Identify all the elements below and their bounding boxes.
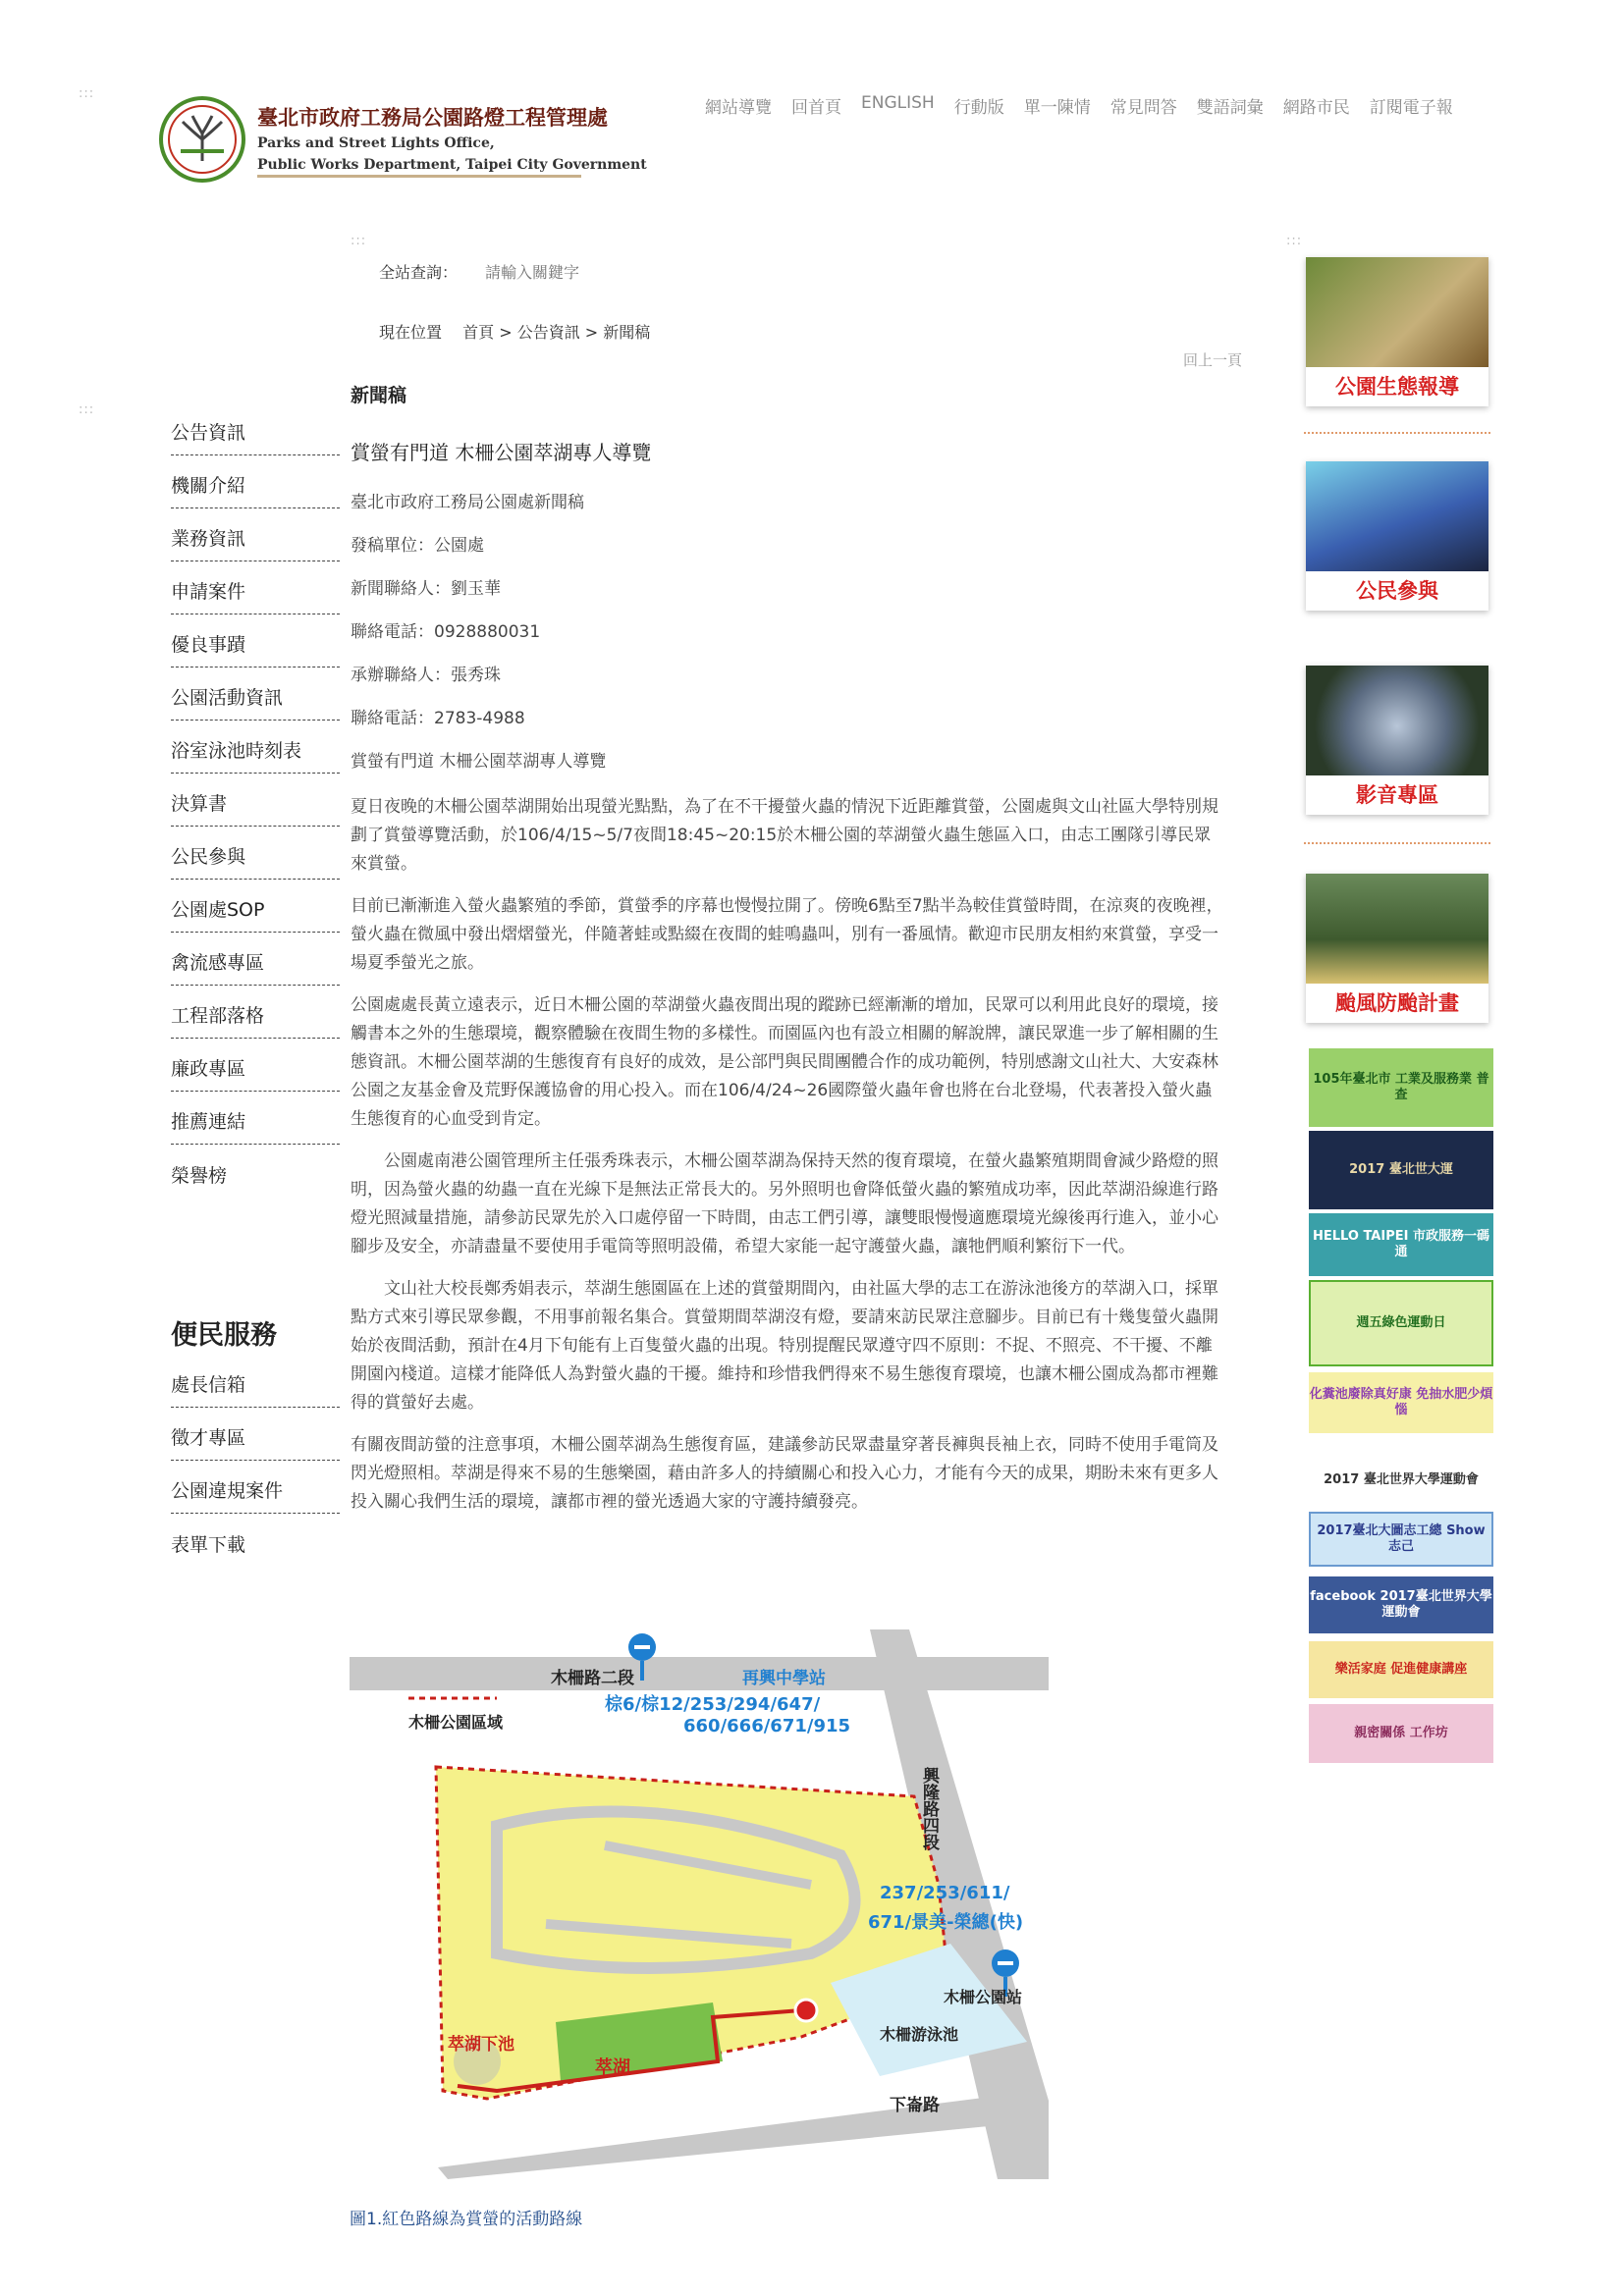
side-card-label: 影音專區 <box>1356 783 1438 807</box>
map-road-right-label: 興隆路四段 <box>919 1767 939 1850</box>
left-nav <box>171 402 340 1198</box>
article-paragraph: 有關夜間訪螢的注意事項，木柵公園萃湖為生態復育區，建議參訪民眾盡量穿著長褲與長袖上衣，同時不使用手電筒及閃光燈照相。萃湖是得來不易的生態樂園，藉由許多人的持續關心和投入心力，才能有今天的成果，期盼未來有更多人投入關心我們生活的環境，讓都市裡的螢光透過大家的守護持續發亮。 <box>351 1435 1218 1512</box>
service-item-violations[interactable]: 公園違規案件 <box>171 1461 340 1514</box>
side-card-label: 颱風防颱計畫 <box>1335 991 1459 1015</box>
tree-work-photo-icon <box>1306 874 1488 984</box>
nav-item-park-events[interactable]: 公園活動資訊 <box>171 667 340 721</box>
article-paragraph: 公園處南港公園管理所主任張秀珠表示，木柵公園萃湖為保持天然的復育環境，在螢火蟲繁殖期間會減少路燈的照明，因為螢火蟲的幼蟲一直在光線下是無法正常長大的。另外照明也會降低螢火蟲的繁殖成功率，因此萃湖沿線進行路燈光照減量措施，請參訪民眾先於入口處停留一下時間，由志工們引導，讓雙眼慢慢適應環境光線後再行進入，並小心腳步及安全，亦請盡量不要使用手電筒等照明設備，希望大家能一起守護螢火蟲，讓牠們順利繁衍下一代。 <box>351 1151 1218 1256</box>
banner-family[interactable]: 樂活家庭 促進健康講座 <box>1309 1641 1493 1698</box>
section-title: 新聞稿 <box>351 385 407 406</box>
article-paragraph: 夏日夜晚的木柵公園萃湖開始出現螢光點點，為了在不干擾螢火蟲的情況下近距離賞螢，公園處與文山社區大學特別規劃了賞螢導覽活動，於106/4/15~5/7夜間18:45~20:15於木柵公園的萃湖螢火蟲生態區入口，由志工團隊引導民眾來賞螢。 <box>351 797 1218 874</box>
service-item-director-mail[interactable]: 處長信箱 <box>171 1355 340 1408</box>
nav-item-integrity[interactable]: 廉政專區 <box>171 1039 340 1092</box>
topnav-mobile[interactable]: 行動版 <box>953 98 1004 118</box>
nav-item-business[interactable]: 業務資訊 <box>171 508 340 561</box>
logo-underline <box>257 175 581 178</box>
route-map <box>350 1629 1049 2179</box>
meta-source: 臺北市政府工務局公園處新聞稿 <box>351 493 584 512</box>
decor-dots: ::: <box>79 402 95 417</box>
side-card-label: 公園生態報導 <box>1335 375 1459 399</box>
nav-item-final-accounts[interactable]: 決算書 <box>171 774 340 827</box>
map-bus-top-label-2: 660/666/671/915 <box>683 1716 851 1736</box>
meta-contact: 新聞聯絡人：劉玉華 <box>351 579 501 599</box>
side-card-media[interactable] <box>1306 666 1488 815</box>
topnav-sitemap[interactable]: 網站導覽 <box>705 98 772 118</box>
article-title: 賞螢有門道 木柵公園萃湖專人導覽 <box>351 441 652 464</box>
map-road-bottom-label: 下崙路 <box>890 2096 940 2115</box>
map-caption: 圖1.紅色路線為賞螢的活動路線 <box>350 2210 583 2229</box>
nav-item-sop[interactable]: 公園處SOP <box>171 880 340 933</box>
nav-item-pool-schedule[interactable]: 浴室泳池時刻表 <box>171 721 340 774</box>
back-link[interactable]: 回上一頁 <box>1183 351 1243 369</box>
meta-phone: 聯絡電話：0928880031 <box>351 622 541 642</box>
banner-facebook[interactable]: facebook 2017臺北世界大學運動會 <box>1309 1576 1493 1633</box>
side-divider <box>1304 842 1490 844</box>
topnav-home[interactable]: 回首頁 <box>791 98 841 118</box>
search-input[interactable] <box>483 258 693 286</box>
side-card-label: 公民參與 <box>1356 579 1438 603</box>
meta-unit: 發稿單位：公園處 <box>351 536 484 556</box>
meta-handler: 承辦聯絡人：張秀珠 <box>351 666 501 685</box>
map-bus-top-label: 棕6/棕12/253/294/647/ <box>605 1694 821 1715</box>
service-item-forms[interactable]: 表單下載 <box>171 1534 246 1556</box>
banner-volunteer[interactable]: 2017臺北大圖志工總 Show志己 <box>1309 1512 1493 1567</box>
map-start-point <box>795 2000 817 2021</box>
topnav-subscribe[interactable]: 訂閱電子報 <box>1369 98 1453 118</box>
topnav-citizen[interactable]: 網路市民 <box>1282 98 1350 118</box>
banner-relationship[interactable]: 親密關係 工作坊 <box>1309 1704 1493 1763</box>
side-card-typhoon[interactable] <box>1306 874 1488 1023</box>
banner-universiade-logo[interactable]: 2017 臺北世界大學運動會 <box>1309 1457 1493 1504</box>
map-station-right-label: 木柵公園站 <box>944 1988 1023 2006</box>
banner-census[interactable]: 105年臺北市 工業及服務業 普查 <box>1309 1048 1493 1127</box>
nav-item-blog[interactable]: 工程部落格 <box>171 986 340 1039</box>
nav-item-links[interactable]: 推薦連結 <box>171 1092 340 1145</box>
side-card-ecology[interactable] <box>1306 257 1488 406</box>
topnav-petition[interactable]: 單一陳情 <box>1023 98 1091 118</box>
breadcrumb-path[interactable]: 首頁 > 公告資訊 > 新聞稿 <box>462 323 651 342</box>
meta-handler-phone: 聯絡電話：2783-4988 <box>351 709 525 728</box>
nav-item-honors[interactable]: 榮譽榜 <box>171 1165 228 1187</box>
article-paragraph: 目前已漸漸進入螢火蟲繁殖的季節，賞螢季的序幕也慢慢拉開了。傍晚6點至7點半為較佳賞螢時間，在涼爽的夜晚裡，螢火蟲在微風中發出熠熠螢光，伴隨著蛙或點綴在夜間的蛙鳴蟲叫，別有一番風情。歡迎市民朋友相約來賞螢，享受一場夏季螢光之旅。 <box>351 896 1223 973</box>
decor-dots: ::: <box>351 234 367 248</box>
map-bus-right-label: 237/253/611/ <box>880 1883 1010 1903</box>
map-area-legend: 木柵公園區域 <box>408 1713 504 1732</box>
side-card-participation[interactable] <box>1306 461 1488 611</box>
media-photo-icon <box>1306 666 1488 775</box>
main-content <box>351 381 1227 1530</box>
nav-item-announcements[interactable]: 公告資訊 <box>171 402 340 455</box>
breadcrumb-label: 現在位置 <box>379 323 443 342</box>
breadcrumb <box>379 320 650 343</box>
article-paragraph: 公園處處長黃立遠表示，近日木柵公園的萃湖螢火蟲夜間出現的蹤跡已經漸漸的增加，民眾可以利用此良好的環境，接觸書本之外的生態環境，觀察體驗在夜間生物的多樣性。而園區內也有設立相關的解說牌，讓民眾進一步了解相關的生態資訊。木柵公園萃湖的生態復育有良好的成效，是公部門與民間團體合作的成功範例，特別感謝文山社大、大安森林公園之友基金會及荒野保護協會的用心投入。而在106/4/24~26國際螢火蟲年會也將在台北登場，代表著投入螢火蟲生態復育的心血受到肯定。 <box>351 995 1218 1129</box>
service-nav <box>171 1355 340 1567</box>
decor-dots: ::: <box>1286 234 1303 248</box>
map-pool-label: 木柵游泳池 <box>880 2025 959 2044</box>
people-silhouette-icon <box>1306 461 1488 571</box>
nav-item-participation[interactable]: 公民參與 <box>171 827 340 880</box>
banner-septic[interactable]: 化糞池廢除真好康 免抽水肥少煩惱 <box>1309 1372 1493 1433</box>
map-road-top-label: 木柵路二段 <box>551 1669 634 1688</box>
banner-universiade[interactable]: 2017 臺北世大運 <box>1309 1131 1493 1209</box>
org-title: 臺北市政府工務局公園路燈工程管理處 <box>257 106 608 130</box>
side-divider <box>1304 432 1490 434</box>
service-item-recruitment[interactable]: 徵才專區 <box>171 1408 340 1461</box>
org-en-line1: Parks and Street Lights Office, <box>257 135 495 151</box>
article-paragraph: 文山社大校長鄭秀娟表示，萃湖生態園區在上述的賞螢期間內，由社區大學的志工在游泳池後方的萃湖入口，採單點方式來引導民眾參觀，不用事前報名集合。賞螢期間萃湖沒有燈，要請來訪民眾注意腳步。目前已有十幾隻螢火蟲開始於夜間活動，預計在4月下旬能有上百隻螢火蟲的出現。特別提醒民眾遵守四不原則：不捉、不照亮、不干擾、不離開園內棧道。這樣才能降低人為對螢火蟲的干擾。維持和珍惜我們得來不易生態復育環境，也讓木柵公園成為都市裡難得的賞螢好去處。 <box>351 1279 1218 1413</box>
site-logo[interactable] <box>159 96 650 187</box>
nav-item-about[interactable]: 機關介紹 <box>171 455 340 508</box>
map-station-top-label: 再興中學站 <box>742 1669 826 1688</box>
topnav-glossary[interactable]: 雙語詞彙 <box>1196 98 1264 118</box>
map-bus-right-label-2: 671/景美-榮總(快) <box>868 1912 1024 1933</box>
search-label: 全站查詢： <box>379 263 459 282</box>
tree-logo-icon <box>159 96 245 183</box>
top-nav <box>705 93 1453 118</box>
banner-hello-taipei[interactable]: HELLO TAIPEI 市政服務一碼通 <box>1309 1213 1493 1276</box>
service-heading: 便民服務 <box>171 1320 277 1351</box>
nav-item-avian-flu[interactable]: 禽流感專區 <box>171 933 340 986</box>
meta-subtitle: 賞螢有門道 木柵公園萃湖專人導覽 <box>351 752 607 772</box>
topnav-faq[interactable]: 常見問答 <box>1109 98 1177 118</box>
decor-dots: ::: <box>79 86 95 101</box>
nav-item-achievements[interactable]: 優良事蹟 <box>171 614 340 667</box>
org-en-line2: Public Works Department, Taipei City Government <box>257 157 647 173</box>
map-lower-pond-label: 萃湖下池 <box>448 2035 514 2055</box>
map-road-top <box>350 1657 1049 1690</box>
bird-photo-icon <box>1306 257 1488 367</box>
banner-green-friday[interactable]: 週五綠色運動日 <box>1309 1280 1493 1366</box>
map-pond-label: 萃湖 <box>595 2057 630 2078</box>
nav-item-applications[interactable]: 申請案件 <box>171 561 340 614</box>
topnav-english[interactable]: ENGLISH <box>861 93 935 113</box>
